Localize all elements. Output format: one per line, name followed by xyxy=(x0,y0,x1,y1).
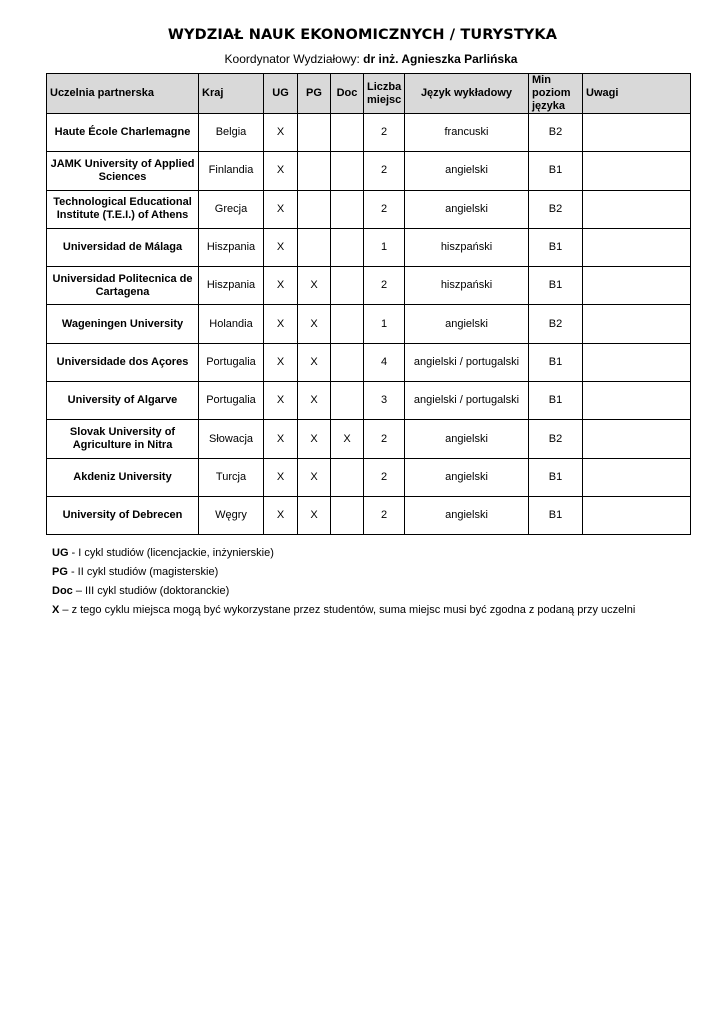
cell-doc xyxy=(331,114,364,152)
table-row xyxy=(47,496,691,534)
cell-places: 3 xyxy=(364,382,405,420)
header-pg: PG xyxy=(298,74,331,114)
cell-country: Portugalia xyxy=(199,343,264,381)
cell-doc xyxy=(331,343,364,381)
cell-places: 2 xyxy=(364,420,405,458)
cell-pg: X xyxy=(298,382,331,420)
cell-pg: X xyxy=(298,458,331,496)
cell-doc xyxy=(331,152,364,190)
cell-pg xyxy=(298,152,331,190)
cell-notes xyxy=(583,190,691,228)
cell-places: 1 xyxy=(364,305,405,343)
cell-notes xyxy=(583,114,691,152)
legend-text: – z tego cyklu miejsca mogą być wykorzystane przez studentów, suma miejsc musi być zgodna z podaną przy uczelni xyxy=(59,604,636,616)
header-doc: Doc xyxy=(331,74,364,114)
cell-language: angielski xyxy=(405,152,529,190)
cell-language: angielski / portugalski xyxy=(405,382,529,420)
table-row xyxy=(47,152,691,190)
cell-places: 1 xyxy=(364,228,405,266)
legend-term: X xyxy=(52,604,60,616)
table-row xyxy=(47,228,691,266)
coordinator-line xyxy=(0,52,725,66)
cell-pg xyxy=(298,228,331,266)
cell-language: angielski / portugalski xyxy=(405,343,529,381)
cell-language: hiszpański xyxy=(405,267,529,305)
cell-notes xyxy=(583,496,691,534)
coordinator-name: dr inż. Agnieszka Parlińska xyxy=(363,52,518,66)
cell-ug: X xyxy=(264,114,298,152)
cell-university: Akdeniz University xyxy=(47,458,199,496)
cell-university: Universidade dos Açores xyxy=(47,343,199,381)
cell-min-level: B2 xyxy=(529,305,583,343)
cell-ug: X xyxy=(264,496,298,534)
legend-term: PG xyxy=(52,566,68,578)
cell-country: Grecja xyxy=(199,190,264,228)
cell-university: Wageningen University xyxy=(47,305,199,343)
cell-pg xyxy=(298,114,331,152)
cell-min-level: B1 xyxy=(529,496,583,534)
cell-university: University of Algarve xyxy=(47,382,199,420)
cell-min-level: B2 xyxy=(529,114,583,152)
cell-ug: X xyxy=(264,458,298,496)
cell-language: hiszpański xyxy=(405,228,529,266)
table-row xyxy=(47,420,691,458)
cell-notes xyxy=(583,343,691,381)
cell-notes xyxy=(583,420,691,458)
cell-language: francuski xyxy=(405,114,529,152)
cell-language: angielski xyxy=(405,305,529,343)
cell-country: Hiszpania xyxy=(199,228,264,266)
cell-pg: X xyxy=(298,343,331,381)
cell-places: 2 xyxy=(364,152,405,190)
coordinator-label: Koordynator Wydziałowy: xyxy=(224,52,360,66)
cell-pg: X xyxy=(298,305,331,343)
cell-doc xyxy=(331,228,364,266)
cell-country: Finlandia xyxy=(199,152,264,190)
cell-pg: X xyxy=(298,420,331,458)
legend-text: – III cykl studiów (doktoranckie) xyxy=(72,585,230,597)
legend-term: UG xyxy=(52,547,69,559)
cell-university: University of Debrecen xyxy=(47,496,199,534)
header-university: Uczelnia partnerska xyxy=(47,74,199,114)
cell-language: angielski xyxy=(405,420,529,458)
cell-min-level: B1 xyxy=(529,343,583,381)
cell-notes xyxy=(583,382,691,420)
cell-country: Belgia xyxy=(199,114,264,152)
cell-country: Turcja xyxy=(199,458,264,496)
table-row xyxy=(47,343,691,381)
cell-language: angielski xyxy=(405,190,529,228)
legend-item-x xyxy=(52,603,692,622)
legend-term: Doc xyxy=(52,585,73,597)
cell-places: 2 xyxy=(364,267,405,305)
legend xyxy=(52,546,692,622)
cell-country: Holandia xyxy=(199,305,264,343)
legend-text: - II cykl studiów (magisterskie) xyxy=(67,566,219,578)
cell-ug: X xyxy=(264,382,298,420)
cell-min-level: B1 xyxy=(529,382,583,420)
cell-country: Portugalia xyxy=(199,382,264,420)
cell-pg: X xyxy=(298,496,331,534)
table-row xyxy=(47,458,691,496)
cell-country: Słowacja xyxy=(199,420,264,458)
cell-university: Universidad de Málaga xyxy=(47,228,199,266)
cell-min-level: B1 xyxy=(529,267,583,305)
cell-doc xyxy=(331,458,364,496)
header-language: Język wykładowy xyxy=(405,74,529,114)
cell-country: Węgry xyxy=(199,496,264,534)
cell-notes xyxy=(583,305,691,343)
cell-doc xyxy=(331,305,364,343)
cell-min-level: B1 xyxy=(529,458,583,496)
cell-places: 2 xyxy=(364,190,405,228)
cell-pg: X xyxy=(298,267,331,305)
header-places: Liczba miejsc xyxy=(364,74,405,114)
cell-ug: X xyxy=(264,420,298,458)
cell-country: Hiszpania xyxy=(199,267,264,305)
table-row xyxy=(47,190,691,228)
cell-ug: X xyxy=(264,343,298,381)
cell-doc xyxy=(331,496,364,534)
cell-university: Universidad Politecnica de Cartagena xyxy=(47,267,199,305)
cell-ug: X xyxy=(264,267,298,305)
cell-ug: X xyxy=(264,152,298,190)
cell-notes xyxy=(583,267,691,305)
cell-places: 2 xyxy=(364,114,405,152)
cell-language: angielski xyxy=(405,458,529,496)
cell-ug: X xyxy=(264,190,298,228)
cell-doc xyxy=(331,190,364,228)
cell-min-level: B1 xyxy=(529,228,583,266)
cell-university: Slovak University of Agriculture in Nitra xyxy=(47,420,199,458)
cell-places: 2 xyxy=(364,458,405,496)
legend-item-pg xyxy=(52,565,692,584)
cell-university: Haute École Charlemagne xyxy=(47,114,199,152)
table-header-row xyxy=(47,74,691,114)
cell-pg xyxy=(298,190,331,228)
cell-min-level: B1 xyxy=(529,152,583,190)
cell-notes xyxy=(583,458,691,496)
cell-university: Technological Educational Institute (T.E.I.) of Athens xyxy=(47,190,199,228)
cell-doc xyxy=(331,382,364,420)
legend-text: - I cykl studiów (licencjackie, inżynierskie) xyxy=(68,547,274,559)
table-row xyxy=(47,267,691,305)
cell-ug: X xyxy=(264,228,298,266)
table-row xyxy=(47,114,691,152)
header-ug: UG xyxy=(264,74,298,114)
header-min-level: Min poziom języka xyxy=(529,74,583,114)
cell-doc xyxy=(331,267,364,305)
legend-item-doc xyxy=(52,584,692,603)
cell-notes xyxy=(583,228,691,266)
table-row xyxy=(47,382,691,420)
legend-item-ug xyxy=(52,546,692,565)
cell-language: angielski xyxy=(405,496,529,534)
cell-places: 4 xyxy=(364,343,405,381)
cell-university: JAMK University of Applied Sciences xyxy=(47,152,199,190)
page-title: WYDZIAŁ NAUK EKONOMICZNYCH / TURYSTYKA xyxy=(167,27,558,43)
cell-min-level: B2 xyxy=(529,190,583,228)
header-country: Kraj xyxy=(199,74,264,114)
cell-ug: X xyxy=(264,305,298,343)
cell-min-level: B2 xyxy=(529,420,583,458)
cell-places: 2 xyxy=(364,496,405,534)
table-row xyxy=(47,305,691,343)
header-notes: Uwagi xyxy=(583,74,691,114)
cell-doc: X xyxy=(331,420,364,458)
partner-universities-table xyxy=(46,73,691,535)
cell-notes xyxy=(583,152,691,190)
